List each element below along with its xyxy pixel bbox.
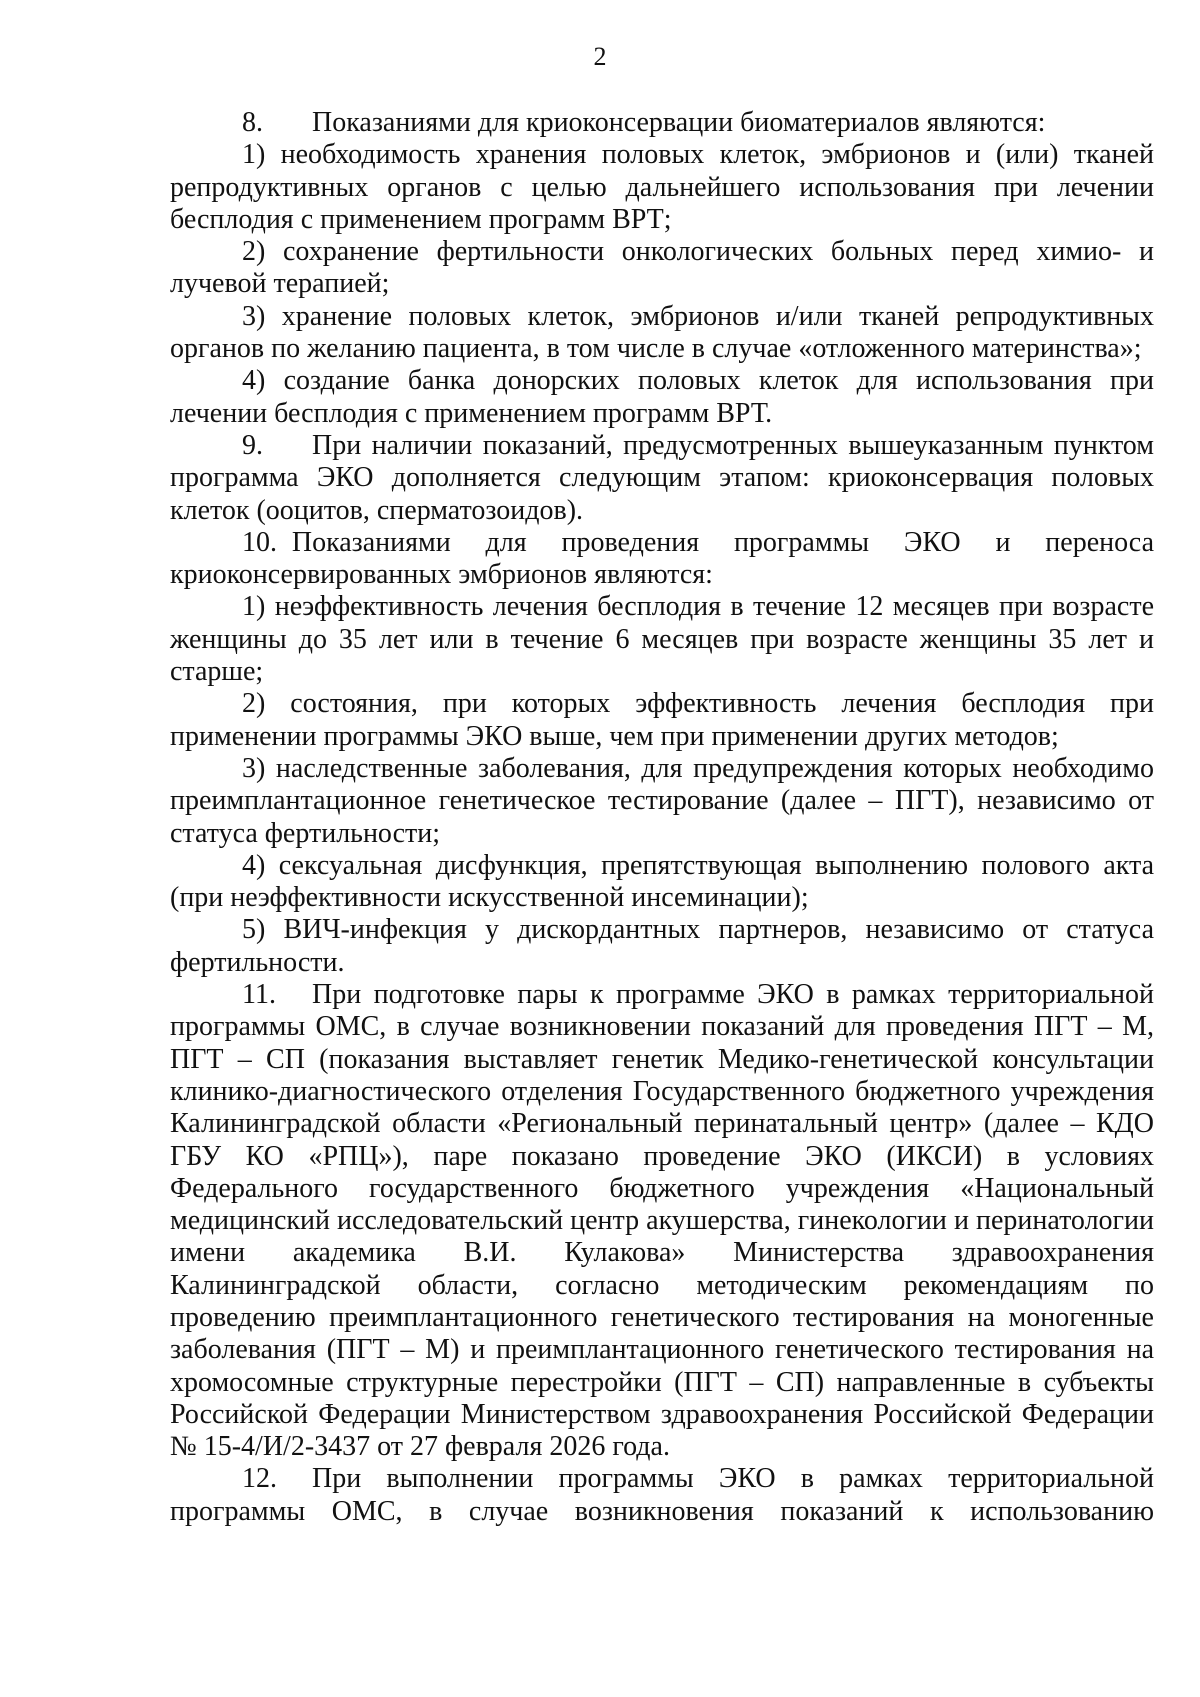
paragraph-10-item-4 [170,850,1154,915]
paragraph-text: 1) неэффективность лечения бесплодия в течение 12 месяцев при возрасте женщины до 35 лет или в течение 6 месяцев при возрасте женщины 35 лет и старше; [170,591,1154,688]
paragraph-10-item-2 [170,688,1154,753]
paragraph-text: 2) сохранение фертильности онкологических больных перед химио- и лучевой терапией; [170,236,1154,300]
paragraph-text: Показаниями для криоконсервации биоматериалов являются: [312,107,1046,138]
paragraph-text: 1) необходимость хранения половых клеток, эмбрионов и (или) тканей репродуктивных органов с целью дальнейшего использования при лечении бесплодия с применением программ ВРТ; [170,139,1154,235]
paragraph-text: 2) состояния, при которых эффективность лечения бесплодия при применении программы ЭКО выше, чем при применении других методов; [170,688,1154,752]
paragraph-text: 4) создание банка донорских половых клеток для использования при лечении бесплодия с применением программ ВРТ. [170,365,1154,429]
paragraph-8-item-2 [170,236,1154,301]
paragraph-text: 4) сексуальная дисфункция, препятствующая выполнению полового акта (при неэффективности искусственной инсеминации); [170,849,1154,914]
paragraph-10-item-5 [170,914,1154,979]
paragraph-8 [170,107,1154,139]
paragraph-text: При выполнении программы ЭКО в рамках территориальной программы ОМС, в случае возникновения показаний к использованию [170,1463,1154,1527]
page-number: 2 [593,42,607,71]
document-body [170,107,1154,1528]
paragraph-10 [170,527,1154,592]
item-number: 12. [242,1463,277,1495]
paragraph-10-item-3 [170,753,1154,850]
paragraph-8-item-4 [170,365,1154,430]
paragraph-text: При наличии показаний, предусмотренных вышеуказанным пунктом программа ЭКО дополняется следующим этапом: криоконсервация половых клеток (ооцитов, сперматозоидов). [170,429,1154,526]
item-number: 8. [242,107,263,138]
item-number: 11. [242,979,276,1011]
item-number: 9. [242,429,263,461]
paragraph-text: 3) наследственные заболевания, для предупреждения которых необходимо преимплантационное генетическое тестирование (далее – ПГТ), независимо от статуса фертильности; [170,752,1154,849]
paragraph-text: 5) ВИЧ-инфекция у дискордантных партнеров, независимо от статуса фертильности. [170,914,1154,978]
paragraph-8-item-3 [170,301,1154,366]
paragraph-text: При подготовке пары к программе ЭКО в рамках территориальной программы ОМС, в случае возникновении показаний для проведения ПГТ – М, ПГТ – СП (показания выставляет генетик Медико-генетической консультации клинико-диагностического отделения Государственного бюджетного учреждения Калининградской области «Региональный перинатальный центр» (далее – КДО ГБУ КО «РПЦ»), паре показано проведение ЭКО (ИКСИ) в условиях Федерального государственного бюджетного учреждения «Национальный медицинский исследовательский центр акушерства, гинекологии и перинатологии имени академика В.И. Кулакова» Министерства здравоохранения Калининградской области, согласно методическим рекомендациям по проведению преимплантационного генетического тестирования на моногенные заболевания (ПГТ – М) и преимплантационного генетического тестирования на хромосомные структурные перестройки (ПГТ – СП) направленные в субъекты Российской Федерации Министерством здравоохранения Российской Федерации № 15-4/И/2-3437 от 27 февраля 2026 года. [170,979,1154,1463]
paragraph-10-item-1 [170,591,1154,688]
paragraph-text: 3) хранение половых клеток, эмбрионов и/или тканей репродуктивных органов по желанию пациента, в том числе в случае «отложенного материнства»; [170,300,1154,365]
paragraph-text: Показаниями для проведения программы ЭКО и переноса криоконсервированных эмбрионов являются: [170,526,1154,591]
paragraph-9 [170,430,1154,527]
paragraph-11 [170,979,1154,1463]
paragraph-8-item-1 [170,139,1154,236]
item-number: 10. [242,526,277,558]
paragraph-12 [170,1463,1154,1528]
